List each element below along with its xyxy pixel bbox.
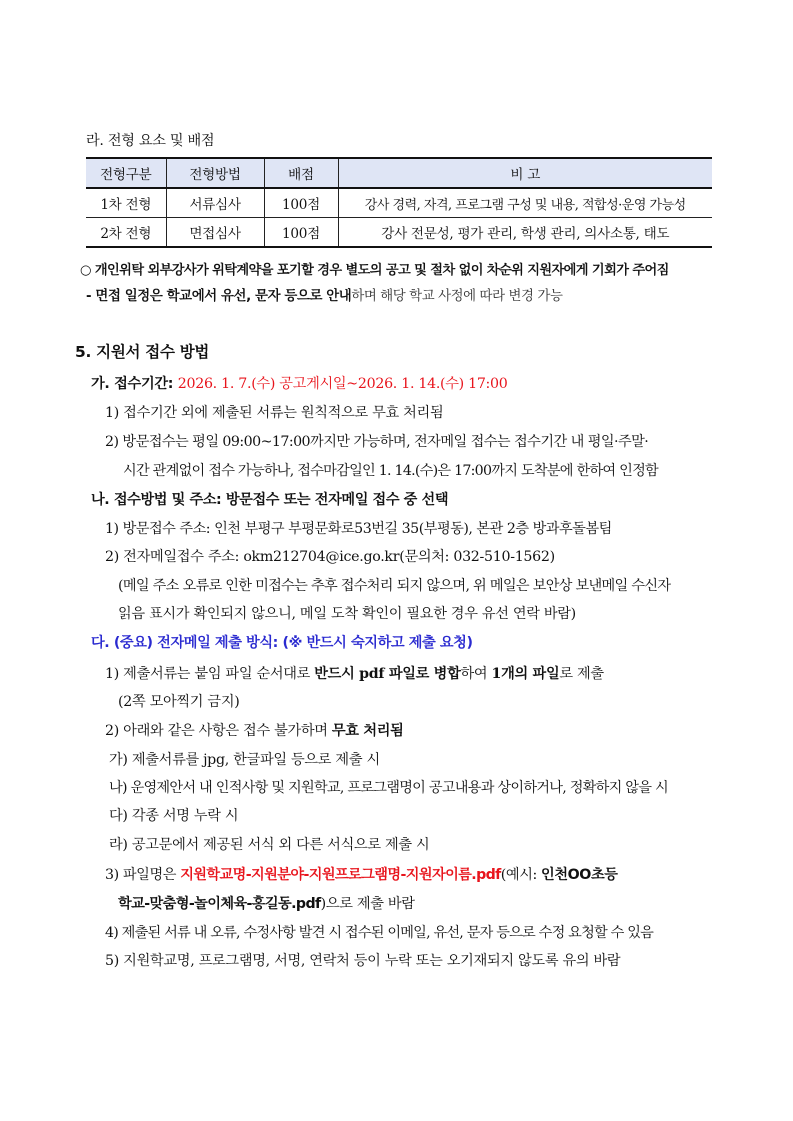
na-item-2: 2) 전자메일접수 주소: okm212704@ice.go.kr(문의처: 032-510-1562) [105,549,555,565]
da-item-3-text: 3) 파일명은 [105,867,181,883]
filename-example: 인천OO초등 [541,867,618,883]
da-subitem: 가) 제출서류를 jpg, 한글파일 등으로 제출 시 [109,752,380,768]
na-item-2-note-2: 읽음 표시가 확인되지 않으니, 메일 도착 확인이 필요한 경우 유선 연락 바람) [118,606,576,622]
table-cell: 100점 [264,188,338,218]
da-item-3-text: (예시: [500,867,542,883]
na-item-2-note-1: (메일 주소 오류로 인한 미접수는 추후 접수처리 되지 않으며, 위 메일은 보안상 보낸메일 수신자 [118,578,671,594]
note-dash-rest: 하며 해당 학교 사정에 따라 변경 가능 [351,289,563,304]
note-circle: ○ 개인위탁 외부강사가 위탁계약을 포기할 경우 별도의 공고 및 절차 없이 차순위 지원자에게 기회가 주어짐 [80,263,669,278]
da-item-1 [105,665,604,683]
note-dash-bold: - 면접 일정은 학교에서 유선, 문자 등으로 안내 [86,289,352,304]
table-row [86,188,712,218]
da-item-1-text: 로 제출 [559,666,604,682]
table-cell: 2차 전형 [86,218,166,248]
note-dash [86,288,562,306]
ga-period-value: 2026. 1. 7.(수) 공고게시일~2026. 1. 14.(수) 17:00 [177,376,508,392]
da-item-1-cont: (2쪽 모아찍기 금지) [118,694,240,710]
header-cell: 전형구분 [86,158,166,188]
table-header-row [86,158,712,188]
ga-item-2: 2) 방문접수는 평일 09:00~17:00까지만 가능하며, 전자메일 접수는 접수기간 내 평일·주말· [105,434,649,450]
da-item-2-text: 2) 아래와 같은 사항은 접수 불가하며 [105,723,332,739]
table-cell: 100점 [264,218,338,248]
na-title: 나. 접수방법 및 주소: 방문접수 또는 전자메일 접수 중 선택 [91,492,449,508]
da-item-1-text: 1) 제출서류는 붙임 파일 순서대로 [105,666,315,682]
table-cell: 1차 전형 [86,188,166,218]
da-subitem: 라) 공고문에서 제공된 서식 외 다른 서식으로 제출 시 [109,837,430,853]
header-cell: 배점 [264,158,338,188]
ga-period [91,375,508,393]
filename-example: 학교-맞춤형-놀이체육-홍길동.pdf [118,896,321,912]
da-item-1-bold-1: 반드시 pdf 파일로 병합 [314,666,461,682]
table-row [86,218,712,248]
ga-label: 가. 접수기간: [91,376,178,392]
da-item-1-bold-2: 1개의 파일 [491,666,560,682]
subsection-title-ra: 라. 전형 요소 및 배점 [86,133,215,149]
da-item-2-bold: 무효 처리됨 [331,723,404,739]
table-cell: 강사 경력, 자격, 프로그램 구성 및 내용, 적합성·운영 가능성 [338,188,712,218]
filename-format: 지원학교명-지원분야-지원프로그램명-지원자이름.pdf [180,867,501,883]
da-title: 다. (중요) 전자메일 제출 방식: (※ 반드시 숙지하고 제출 요청) [91,635,473,651]
da-subitem: 나) 운영제안서 내 인적사항 및 지원학교, 프로그램명이 공고내용과 상이하거나, 정확하지 않을 시 [109,780,668,796]
section-title-5: 5. 지원서 접수 방법 [75,343,210,361]
da-item-3 [105,866,618,884]
table-cell: 서류심사 [166,188,264,218]
header-cell: 비 고 [338,158,712,188]
table-cell: 강사 전문성, 평가 관리, 학생 관리, 의사소통, 태도 [338,218,712,248]
table-cell: 면접심사 [166,218,264,248]
score-table [86,157,712,248]
da-item-3-text: )으로 제출 바람 [320,896,415,912]
na-item-1: 1) 방문접수 주소: 인천 부평구 부평문화로53번길 35(부평동), 본관 2층 방과후돌봄팀 [105,521,612,537]
da-item-2 [105,722,404,740]
da-item-5: 5) 지원학교명, 프로그램명, 서명, 연락처 등이 누락 또는 오기재되지 않도록 유의 바람 [105,953,621,969]
ga-item-1: 1) 접수기간 외에 제출된 서류는 원칙적으로 무효 처리됨 [105,405,444,421]
ga-item-2-cont: 시간 관계없이 접수 가능하나, 접수마감일인 1. 14.(수)은 17:00까지 도착분에 한하여 인정함 [123,463,658,479]
da-subitem: 다) 각종 서명 누락 시 [109,808,239,824]
da-item-3-cont [118,895,415,913]
da-item-4: 4) 제출된 서류 내 오류, 수정사항 발견 시 접수된 이메일, 유선, 문자 등으로 수정 요청할 수 있음 [105,925,654,941]
header-cell: 전형방법 [166,158,264,188]
da-item-1-text: 하여 [460,666,492,682]
